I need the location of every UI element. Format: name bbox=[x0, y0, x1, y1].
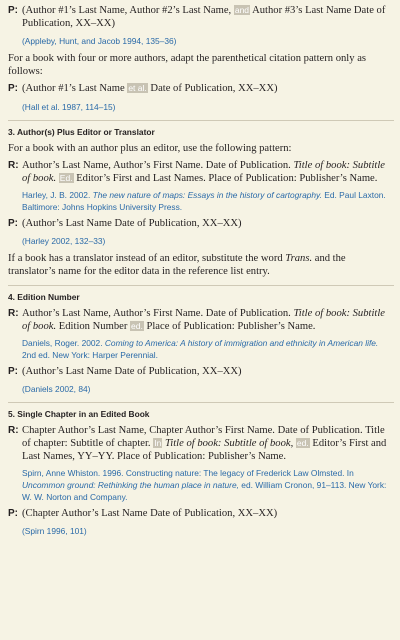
example-citation: (Hall et al. 1987, 114–15) bbox=[22, 102, 116, 112]
pattern-text: (Author #1’s Last Name bbox=[22, 83, 128, 94]
pattern-tag: P: bbox=[8, 508, 18, 519]
pattern-tag: P: bbox=[8, 218, 18, 229]
section-divider bbox=[8, 402, 394, 403]
highlight-ed: ed. bbox=[296, 438, 309, 448]
section-divider bbox=[8, 120, 394, 121]
example-text-end: ed. William Cronon, 91–113. New York: W. W. Norton and Company. bbox=[22, 480, 387, 502]
pattern-tag: P: bbox=[8, 5, 18, 16]
pattern-tag: R: bbox=[8, 308, 19, 319]
example-citation: (Spirn 1996, 101) bbox=[22, 526, 87, 536]
body-paragraph: For a book with an author plus an editor, use the following pattern: bbox=[8, 143, 292, 154]
highlight-et-al: et al. bbox=[128, 83, 147, 93]
pattern-text-end: Place of Publication: Publisher’s Name. bbox=[143, 321, 316, 332]
pattern-text-end: Editor’s First and Last Names, YY–YY. Place of Publication: Publisher’s Name. bbox=[22, 438, 387, 462]
pattern-text: Chapter Author’s Last Name, Chapter Author’s First Name. Date of Publication. Title of chapter: Subtitle of chapter. bbox=[22, 425, 385, 449]
section-divider bbox=[8, 285, 394, 286]
example-reference bbox=[8, 189, 394, 213]
example-text: Spirn, Anne Whiston. 1996. Constructing nature: The legacy of Frederick Law Olmsted. In bbox=[22, 468, 354, 478]
highlight-in: In bbox=[154, 438, 162, 448]
pattern-text-end: Author #3’s Last Name Date of Publication, XX–XX) bbox=[22, 5, 386, 29]
reference-pattern bbox=[8, 159, 394, 185]
example-title: Uncommon ground: Rethinking the human place in nature, bbox=[22, 480, 239, 490]
pattern-text-end: Date of Publication, XX–XX) bbox=[147, 83, 278, 94]
section-heading: 3. Author(s) Plus Editor or Translator bbox=[8, 127, 155, 137]
pattern-tag: R: bbox=[8, 425, 19, 436]
highlight-and: and bbox=[234, 5, 250, 15]
pattern-text-end: Editor’s First and Last Names. Place of Publication: Publisher’s Name. bbox=[73, 173, 378, 184]
example-citation: (Appleby, Hunt, and Jacob 1994, 135–36) bbox=[22, 36, 177, 46]
pattern-title: Title of book: Subtitle of book, bbox=[164, 438, 294, 449]
example-citation: (Daniels 2002, 84) bbox=[22, 384, 91, 394]
pattern-tag: P: bbox=[8, 83, 18, 94]
note-text-end: and the translator’s name for the editor data in the reference list entry. bbox=[8, 253, 346, 277]
pattern-text: (Author’s Last Name Date of Publication, XX–XX) bbox=[22, 218, 242, 229]
example-reference bbox=[8, 467, 394, 503]
body-paragraph: For a book with four or more authors, adapt the parenthetical citation pattern only as follows: bbox=[8, 53, 367, 77]
example-title: The new nature of maps: Essays in the history of cartography. bbox=[92, 190, 322, 200]
pattern-title: Title of book: Subtitle of book. bbox=[22, 308, 385, 332]
example-text-end: 2nd ed. New York: Harper Perennial. bbox=[22, 350, 158, 360]
pattern-text: Author’s Last Name, Author’s First Name. Date of Publication. bbox=[22, 308, 294, 319]
example-text: Harley, J. B. 2002. bbox=[22, 190, 93, 200]
parenthetical-pattern-four-authors bbox=[8, 82, 394, 95]
note-text: If a book has a translator instead of an editor, substitute the word bbox=[8, 253, 286, 264]
pattern-text: (Author’s Last Name Date of Publication, XX–XX) bbox=[22, 366, 242, 377]
citation-guide-page bbox=[8, 4, 394, 537]
pattern-text: Author’s Last Name, Author’s First Name. Date of Publication. bbox=[22, 160, 294, 171]
note-word: Trans. bbox=[285, 253, 313, 264]
example-title: Coming to America: A history of immigration and ethnicity in American life. bbox=[104, 338, 379, 348]
example-text: Daniels, Roger. 2002. bbox=[22, 338, 105, 348]
parenthetical-pattern bbox=[8, 365, 394, 378]
body-paragraph bbox=[8, 252, 394, 278]
parenthetical-pattern bbox=[8, 507, 394, 520]
reference-pattern bbox=[8, 424, 394, 463]
highlight-ed: ed. bbox=[131, 321, 143, 331]
pattern-title: Title of book: Subtitle of book. bbox=[22, 160, 385, 184]
pattern-tag: R: bbox=[8, 160, 19, 171]
reference-pattern bbox=[8, 307, 394, 333]
pattern-tag: P: bbox=[8, 366, 18, 377]
section-heading: 5. Single Chapter in an Edited Book bbox=[8, 409, 150, 419]
pattern-text-mid: Edition Number bbox=[56, 321, 130, 332]
example-reference bbox=[8, 337, 394, 361]
highlight-ed: Ed. bbox=[59, 173, 73, 183]
example-text-end: Ed. Paul Laxton. Baltimore: Johns Hopkins University Press. bbox=[22, 190, 386, 212]
pattern-text: (Author #1’s Last Name, Author #2’s Last Name, bbox=[22, 5, 234, 16]
example-citation: (Harley 2002, 132–33) bbox=[22, 236, 106, 246]
parenthetical-pattern bbox=[8, 217, 394, 230]
parenthetical-pattern-three-authors bbox=[8, 4, 394, 30]
section-heading: 4. Edition Number bbox=[8, 292, 80, 302]
pattern-text: (Chapter Author’s Last Name Date of Publication, XX–XX) bbox=[22, 508, 278, 519]
